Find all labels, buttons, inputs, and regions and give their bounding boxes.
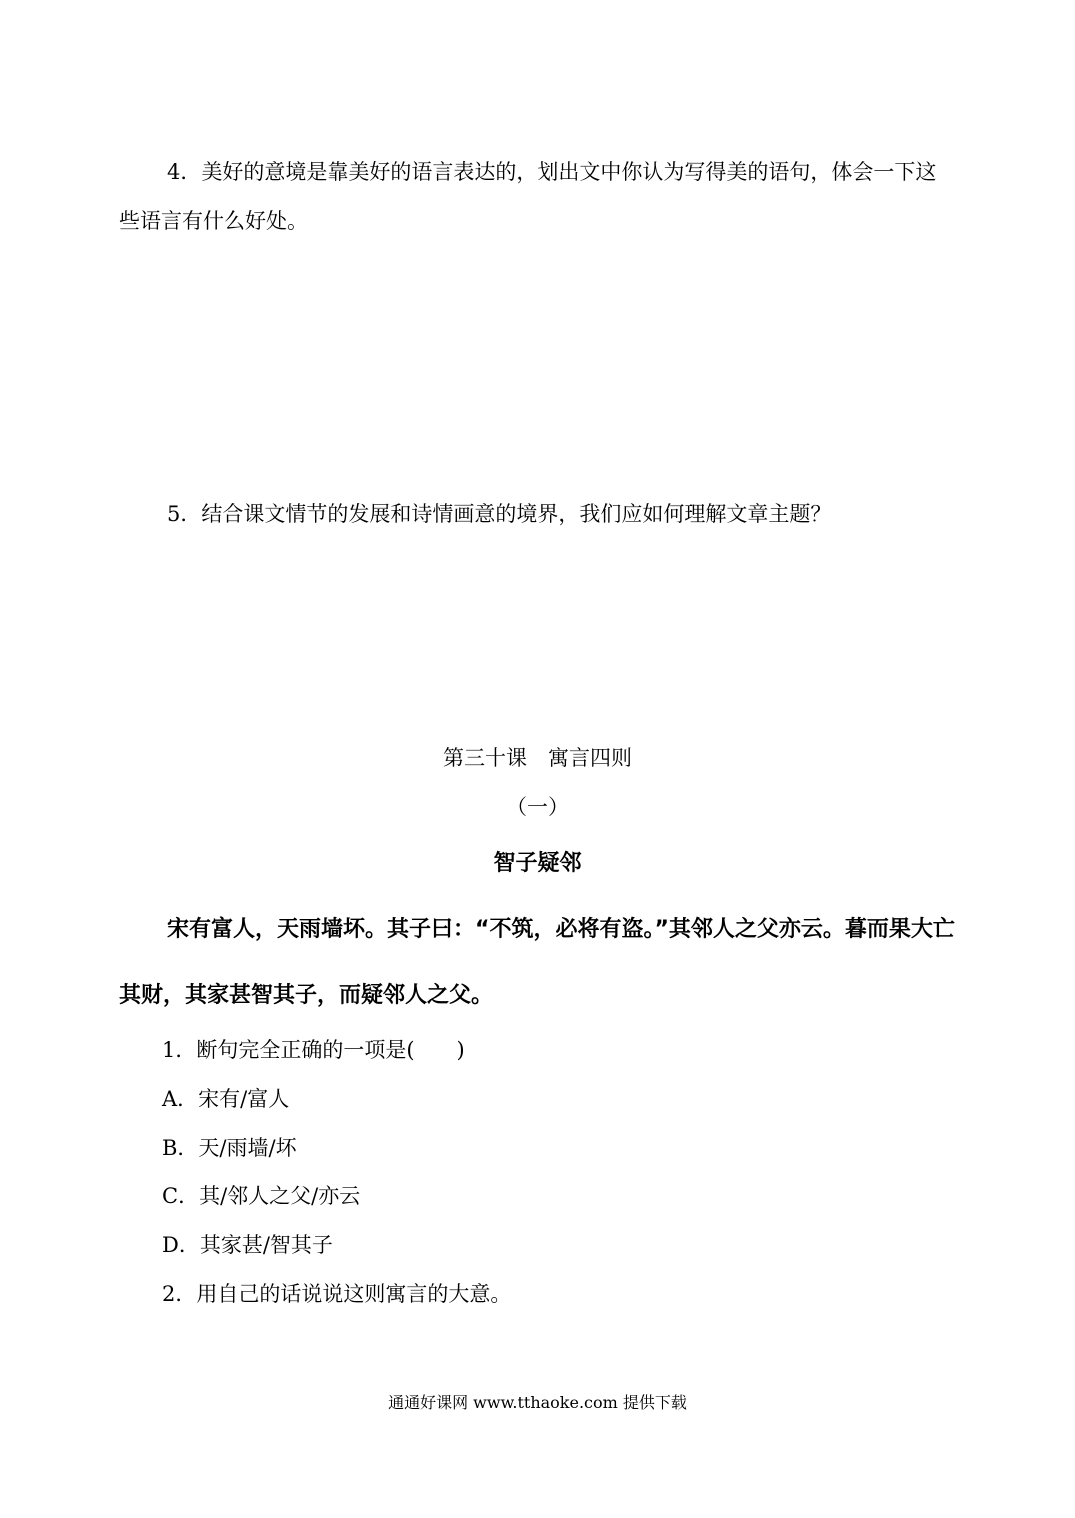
- option-b: B．天/雨墙/坏: [162, 1136, 297, 1160]
- footer-text: 通通好课网 www.tthaoke.com 提供下载: [388, 1393, 687, 1412]
- exercise-question-1: 1．断句完全正确的一项是( ): [162, 1038, 465, 1062]
- exercise-question-2: 2．用自己的话说说这则寓言的大意。: [162, 1282, 512, 1306]
- option-c: C．其/邻人之父/亦云: [162, 1184, 361, 1208]
- question-4-line-1: 4．美好的意境是靠美好的语言表达的，划出文中你认为写得美的语句，体会一下这: [167, 160, 937, 184]
- question-4-line-2: 些语言有什么好处。: [119, 209, 308, 233]
- passage-line-2: 其财，其家甚智其子，而疑邻人之父。: [119, 983, 494, 1008]
- fable-title: 智子疑邻: [493, 851, 582, 876]
- lesson-section: （一）: [506, 795, 569, 819]
- question-5: 5．结合课文情节的发展和诗情画意的境界，我们应如何理解文章主题？: [167, 502, 832, 526]
- passage-line-1: 宋有富人，天雨墙坏。其子曰：“不筑，必将有盗。”其邻人之父亦云。暮而果大亡: [167, 917, 955, 942]
- option-d: D．其家甚/智其子: [162, 1233, 333, 1257]
- lesson-title: 第三十课 寓言四则: [443, 746, 632, 770]
- option-a: A．宋有/富人: [162, 1087, 290, 1111]
